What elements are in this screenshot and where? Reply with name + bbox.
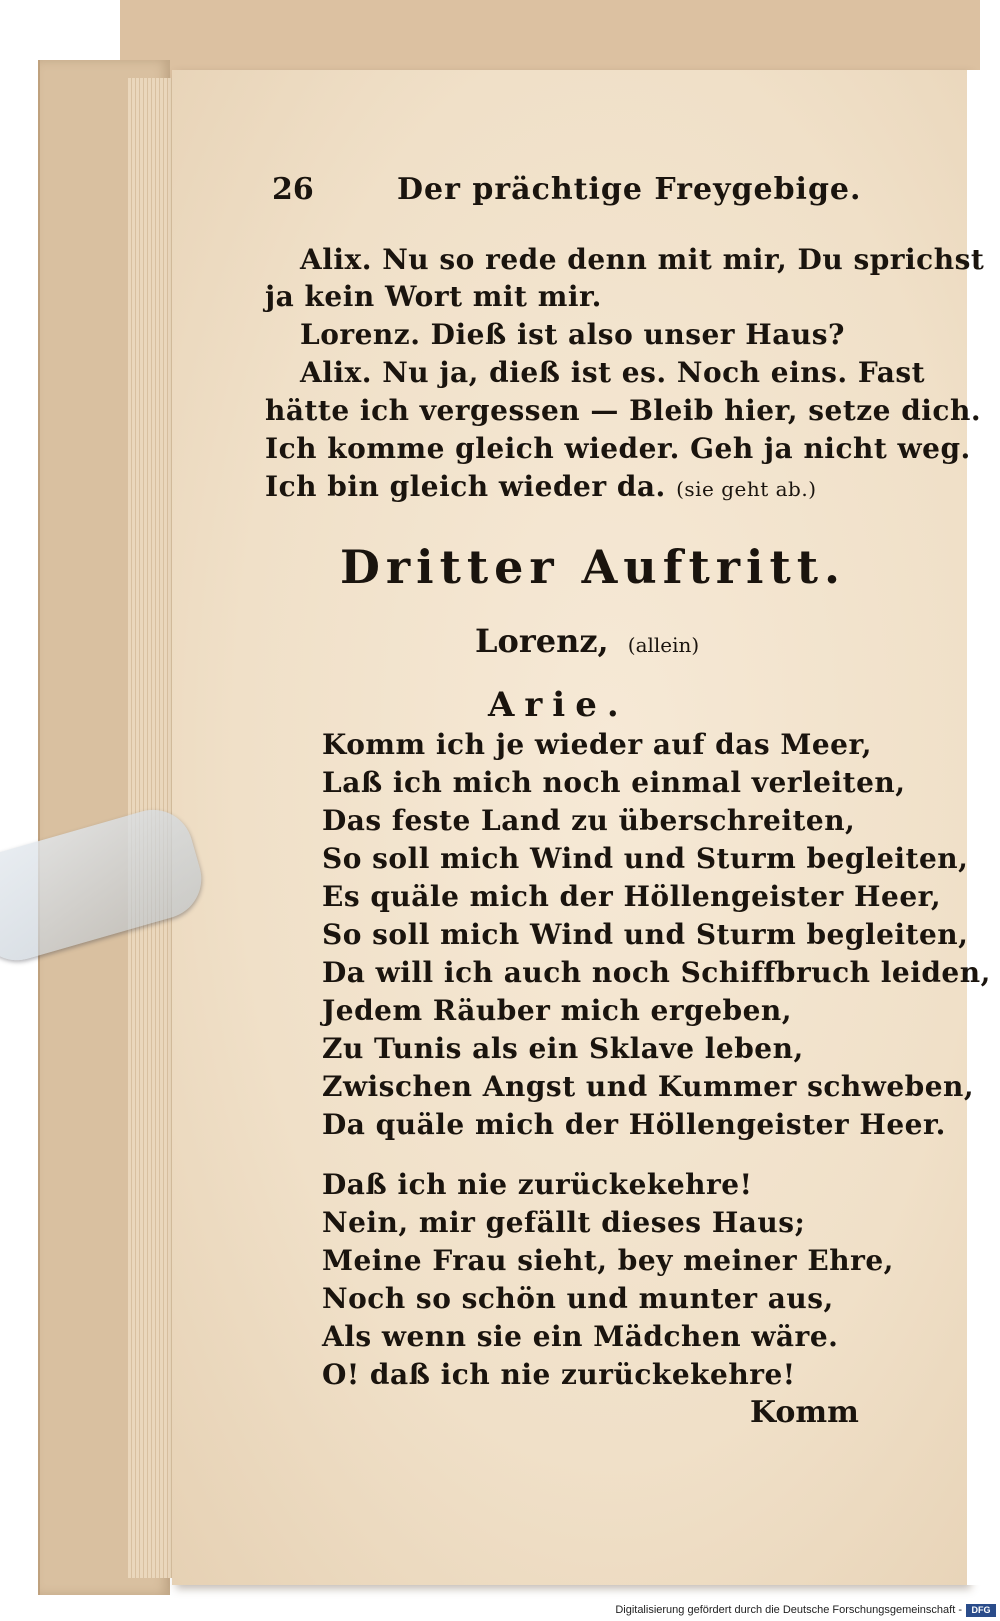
dialogue-line: hätte ich vergessen — Bleib hier, setze dich.: [265, 394, 982, 427]
page-number: 26: [272, 172, 314, 207]
dialogue-line: Lorenz. Dieß ist also unser Haus?: [300, 318, 845, 351]
dialogue-line: Alix. Nu ja, dieß ist es. Noch eins. Fast: [300, 356, 926, 389]
aria-heading: Arie.: [488, 685, 629, 725]
verse-line: Daß ich nie zurückekehre!: [322, 1168, 753, 1201]
verse-line: Als wenn sie ein Mädchen wäre.: [322, 1320, 839, 1353]
verse-line: Nein, mir gefällt dieses Haus;: [322, 1206, 806, 1239]
verse-line: Zwischen Angst und Kummer schweben,: [322, 1070, 975, 1103]
verse-line: Es quäle mich der Höllengeister Heer,: [322, 880, 942, 913]
verse-line: Da quäle mich der Höllengeister Heer.: [322, 1108, 946, 1141]
dfg-logo: DFG: [966, 1604, 996, 1617]
verse-line: Meine Frau sieht, bey meiner Ehre,: [322, 1244, 894, 1277]
dialogue-line: [265, 470, 817, 503]
speaker-label: [475, 622, 699, 660]
verse-line: O! daß ich nie zurückekehre!: [322, 1358, 796, 1391]
footer-credit: Digitalisierung gefördert durch die Deutsche Forschungsgemeinschaft -: [615, 1604, 962, 1616]
speaker-direction: (allein): [627, 633, 700, 657]
verse-line: Das feste Land zu überschreiten,: [322, 804, 856, 837]
running-title: Der prächtige Freygebige.: [397, 172, 862, 207]
dialogue-line: Alix. Nu so rede denn mit mir, Du sprichst: [300, 243, 985, 276]
verse-line: Noch so schön und munter aus,: [322, 1282, 834, 1315]
verse-line: Komm ich je wieder auf das Meer,: [322, 728, 872, 761]
verse-line: Zu Tunis als ein Sklave leben,: [322, 1032, 804, 1065]
dialogue-line: Ich komme gleich wieder. Geh ja nicht weg.: [265, 432, 971, 465]
verse-line: So soll mich Wind und Sturm begleiten,: [322, 842, 969, 875]
verse-line: So soll mich Wind und Sturm begleiten,: [322, 918, 969, 951]
verse-line: Laß ich mich noch einmal verleiten,: [322, 766, 906, 799]
verse-line: Jedem Räuber mich ergeben,: [322, 994, 793, 1027]
dialogue-line: ja kein Wort mit mir.: [265, 280, 602, 313]
dialogue-text: Ich bin gleich wieder da.: [265, 470, 666, 503]
scene-heading: Dritter Auftritt.: [340, 540, 847, 594]
stage-direction: (sie geht ab.): [676, 477, 817, 501]
verse-line: Da will ich auch noch Schiffbruch leiden,: [322, 956, 991, 989]
catchword: Komm: [750, 1395, 859, 1430]
speaker-name: Lorenz,: [475, 622, 609, 660]
